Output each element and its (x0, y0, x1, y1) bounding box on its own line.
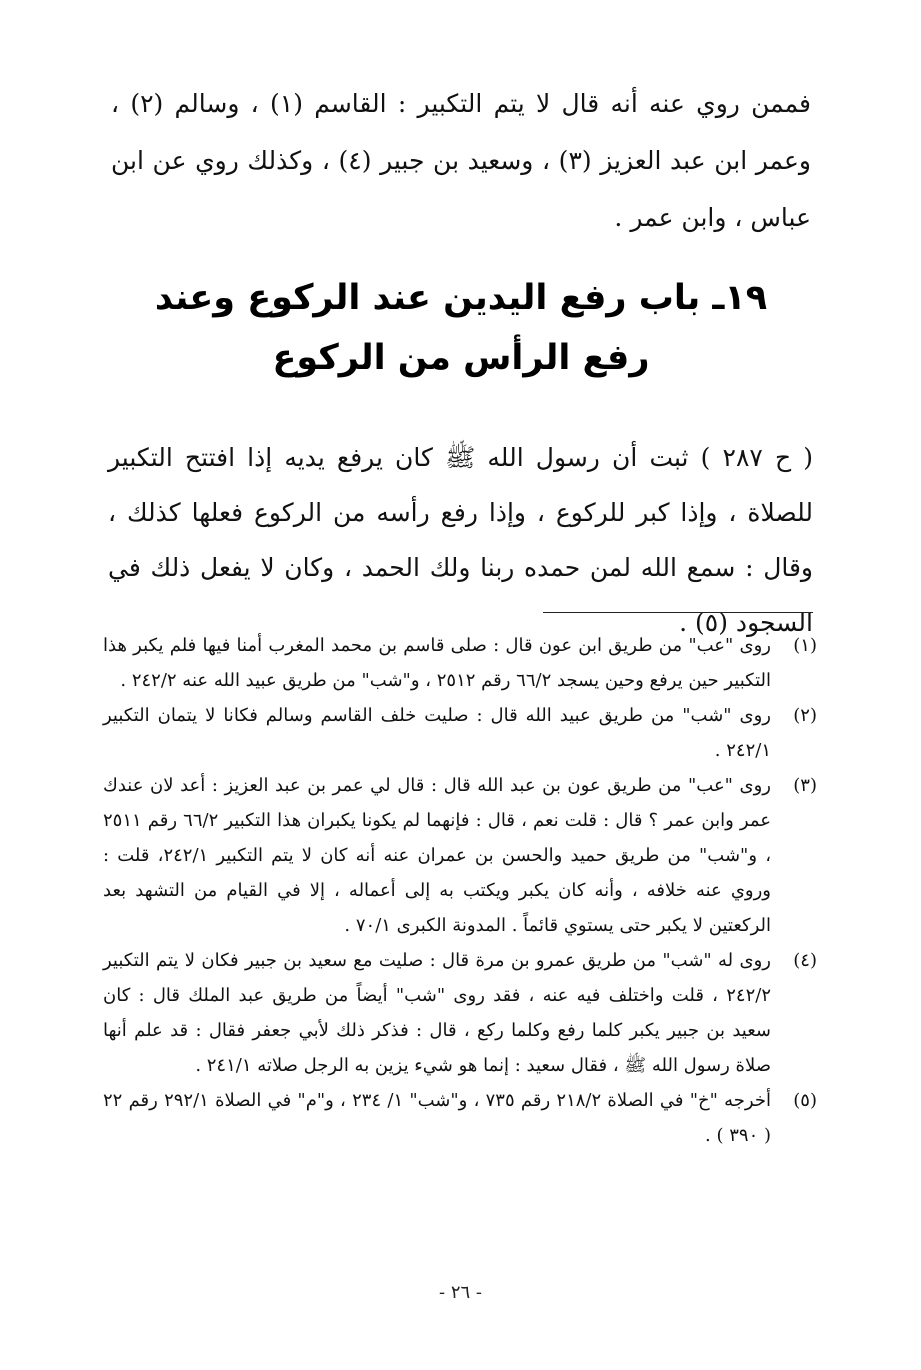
footnote-text: روى "عب" من طريق عون بن عبد الله قال : قال لي عمر بن عبد العزيز : أعد لان عندك عمر وابن عمر ؟ قال : قلت نعم ، قال : فإنهما لم يكونا يكبران هذا التكبير ٦٦/٢ رقم ٢٥١١ ، و"شب" من طريق حميد والحسن بن عمران عنه أنه كان لا يتم التكبير ٢٤٢/١، قلت : وروي عنه خلافه ، وأنه كان يكبر ويكتب به إلى أعماله ، إلا في القيام من التشهد بعد الركعتين لا يكبر حتى يستوي قائماً . المدونة الكبرى ٧٠/١ . (103, 775, 772, 936)
hadith-paragraph (108, 430, 813, 650)
footnote-number: (٥) (793, 1090, 817, 1111)
footnote-number: (١) (793, 635, 817, 656)
intro-paragraph: فممن روي عنه أنه قال لا يتم التكبير : القاسم (١) ، وسالم (٢) ، وعمر ابن عبد العزيز (٣) ، وسعيد بن جبير (٤) ، وكذلك روي عن ابن عباس ، وابن عمر . (111, 89, 812, 232)
footnotes-list (103, 628, 817, 1153)
footnote-number: (٤) (793, 950, 817, 971)
footnote-text: روى "عب" من طريق ابن عون قال : صلى قاسم بن محمد المغرب أمنا فيها فلم يكبر هذا التكبير حين يرفع وحين يسجد ٦٦/٢ رقم ٢٥١٢ ، و"شب" من طريق عبيد الله عنه ٢٤٢/٢ . (103, 635, 771, 691)
footnote-1 (103, 628, 817, 698)
hadith-text: ثبت أن رسول الله ﷺ كان يرفع يديه إذا افتتح التكبير للصلاة ، وإذا كبر للركوع ، وإذا رفع رأسه من الركوع فعلها كذلك ، وقال : سمع الله لمن حمده ربنا ولك الحمد ، وكان لا يفعل ذلك في السجود (٥) . (108, 443, 813, 637)
footnote-5 (103, 1083, 817, 1153)
footnote-text: روى "شب" من طريق عبيد الله قال : صليت خلف القاسم وسالم فكانا لا يتمان التكبير ٢٤٢/١ . (103, 705, 771, 761)
footnote-4 (103, 943, 817, 1083)
hadith-number: ( ح ٢٨٧ ) (700, 443, 813, 472)
chapter-heading: ١٩ـ باب رفع اليدين عند الركوع وعند رفع الرأس من الركوع (154, 278, 768, 378)
footnote-3 (103, 768, 817, 943)
page-number: - ٢٦ - (439, 1282, 482, 1303)
footnote-divider (543, 612, 813, 613)
footnote-number: (٣) (793, 775, 817, 796)
footnote-number: (٢) (793, 705, 817, 726)
footnote-2 (103, 698, 817, 768)
footnote-text: روى له "شب" من طريق عمرو بن مرة قال : صليت مع سعيد بن جبير فكان لا يتم التكبير ٢٤٢/٢ ، قلت واختلف فيه عنه ، فقد روى "شب" أيضاً من طريق عبد الملك قال : كان سعيد بن جبير يكبر كلما رفع وكلما ركع ، قال : فذكر ذلك لأبي جعفر فقال : قد علم أنها صلاة رسول الله ﷺ ، فقال سعيد : إنما هو شيء يزين به الرجل صلاته ٢٤١/١ . (103, 950, 771, 1076)
footnote-text: أخرجه "خ" في الصلاة ٢١٨/٢ رقم ٧٣٥ ، و"شب" ١/ ٢٣٤ ، و"م" في الصلاة ٢٩٢/١ رقم ٢٢ ( ٣٩٠ ) . (103, 1090, 771, 1146)
